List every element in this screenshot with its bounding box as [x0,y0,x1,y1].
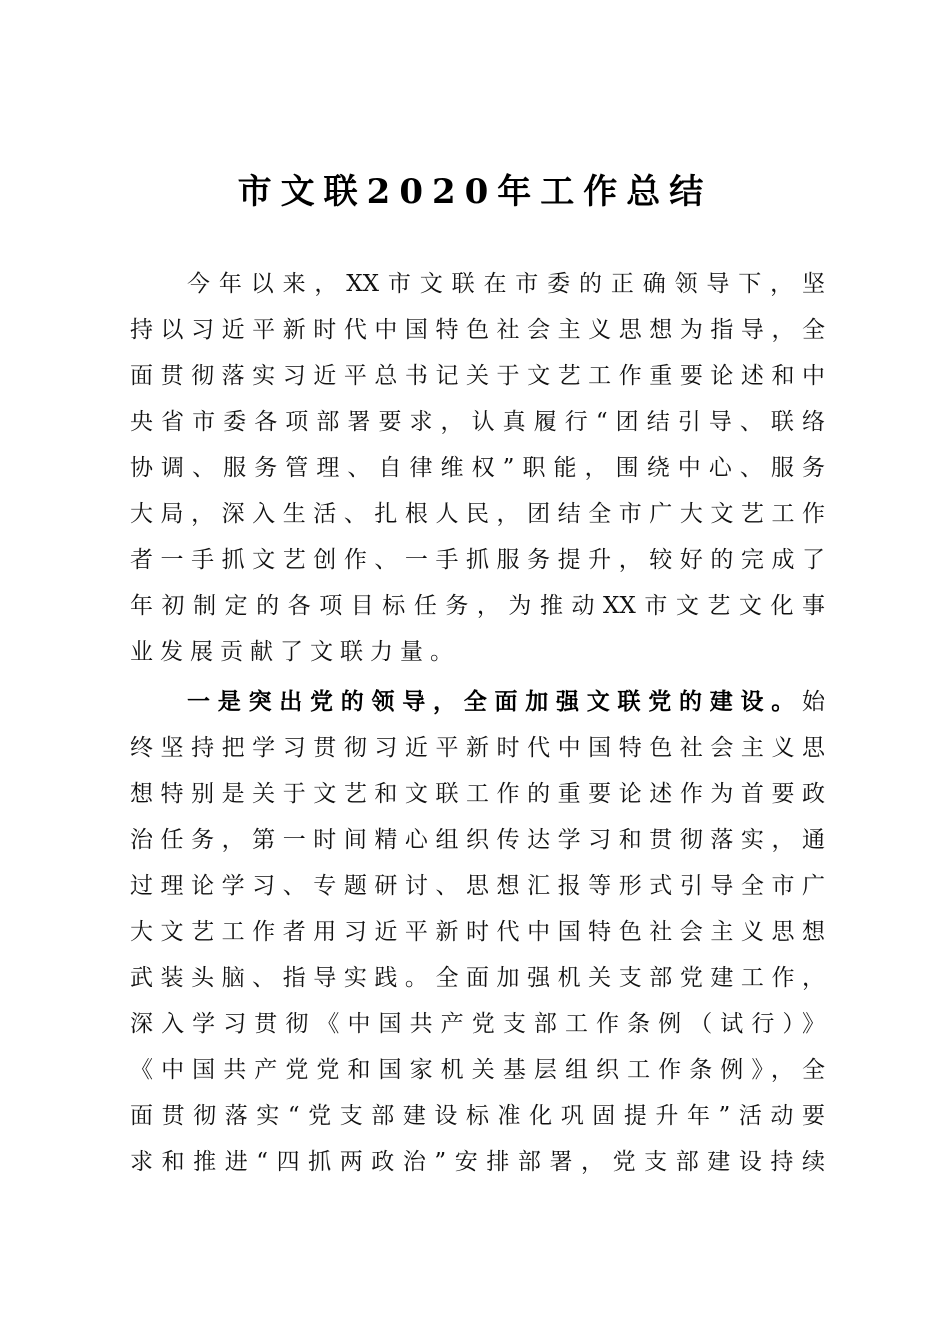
paragraph-2-line: 终坚持把学习贯彻习近平新时代中国特色社会主义思 [130,735,825,761]
paragraph-2-line: 深入学习贯彻《中国共产党支部工作条例（试行）》 [130,1011,825,1037]
document-title: 市文联2020年工作总结 [237,172,713,212]
paragraph-2-line: 治任务，第一时间精心组织传达学习和贯彻落实，通 [130,827,825,853]
paragraph-1-line: 持以习近平新时代中国特色社会主义思想为指导，全 [130,317,825,343]
paragraph-2-line: 《中国共产党党和国家机关基层组织工作条例》，全 [130,1057,825,1083]
paragraph-2-heading: 一是突出党的领导，全面加强文联党的建设。 [187,689,802,715]
paragraph-1-line: 协调、服务管理、自律维权”职能，围绕中心、服务 [130,455,825,481]
paragraph-1-line: 面贯彻落实习近平总书记关于文艺工作重要论述和中 [130,363,825,389]
paragraph-1-line: 者一手抓文艺创作、一手抓服务提升，较好的完成了 [130,547,825,573]
paragraph-2-line: 大文艺工作者用习近平新时代中国特色社会主义思想 [130,919,825,945]
paragraph-2-line: 武装头脑、指导实践。全面加强机关支部党建工作， [130,965,825,991]
paragraph-1-line: 今年以来，XX市文联在市委的正确领导下，坚 [187,271,825,297]
paragraph-2-line: 面贯彻落实“党支部建设标准化巩固提升年”活动要 [130,1103,825,1129]
paragraph-1-line: 大局，深入生活、扎根人民，团结全市广大文艺工作 [130,501,825,527]
paragraph-1-line: 央省市委各项部署要求，认真履行“团结引导、联络 [130,409,825,435]
paragraph-2-line: 过理论学习、专题研讨、思想汇报等形式引导全市广 [130,873,825,899]
paragraph-2-line: 想特别是关于文艺和文联工作的重要论述作为首要政 [130,781,825,807]
paragraph-1-line: 年初制定的各项目标任务，为推动XX市文艺文化事 [130,593,825,619]
paragraph-2-first-line-rest: 始 [802,689,825,715]
paragraph-2-first-line [187,680,825,725]
paragraph-2-line: 求和推进“四抓两政治”安排部署，党支部建设持续 [130,1149,825,1175]
paragraph-1-line: 业发展贡献了文联力量。 [130,639,460,665]
